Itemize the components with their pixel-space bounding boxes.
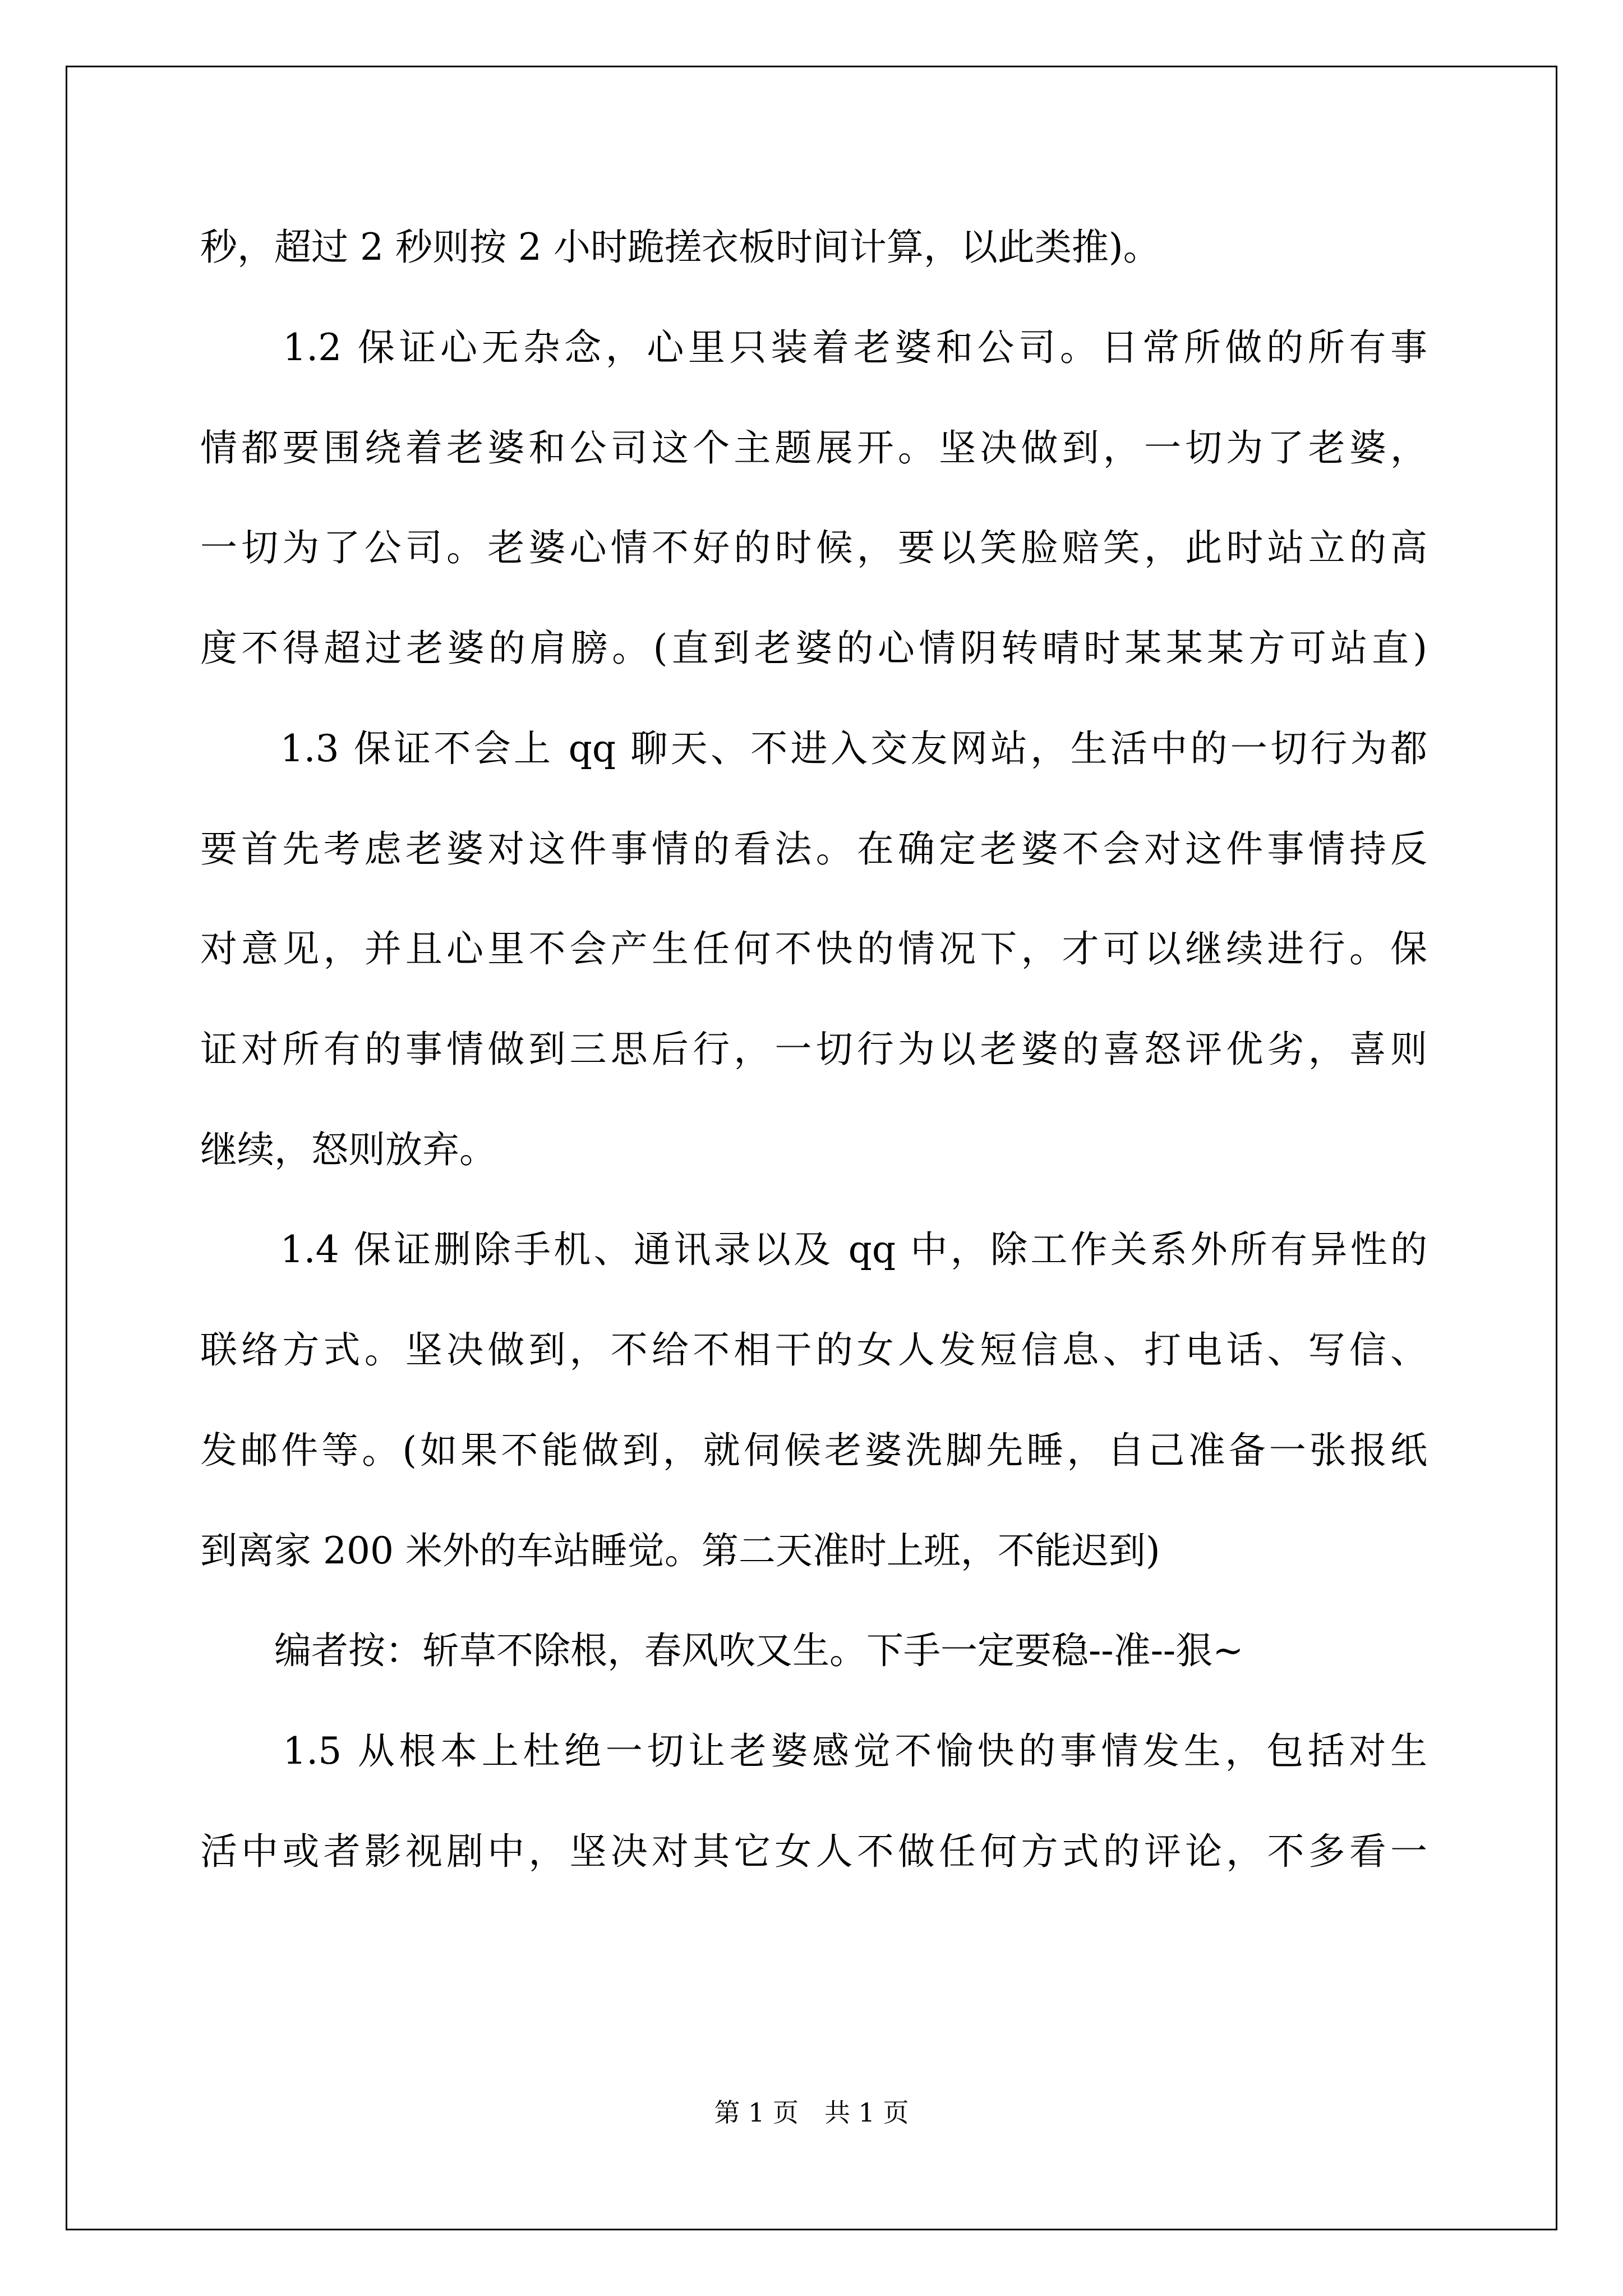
text-line: 1.3 保证不会上 qq 聊天、不进入交友网站，生活中的一切行为都 xyxy=(200,727,1427,770)
text-line: 一切为了公司。老婆心情不好的时候，要以笑脸赔笑，此时站立的高 xyxy=(200,526,1427,569)
text-line: 要首先考虑老婆对这件事情的看法。在确定老婆不会对这件事情持反 xyxy=(200,827,1427,871)
text-line: 证对所有的事情做到三思后行，一切行为以老婆的喜怒评优劣，喜则 xyxy=(200,1028,1427,1071)
text-line: 1.4 保证删除手机、通讯录以及 qq 中，除工作关系外所有异性的 xyxy=(200,1228,1427,1271)
text-line: 情都要围绕着老婆和公司这个主题展开。坚决做到，一切为了老婆， xyxy=(200,426,1427,470)
text-line: 活中或者影视剧中，坚决对其它女人不做任何方式的评论，不多看一 xyxy=(200,1830,1427,1873)
text-line: 秒，超过 2 秒则按 2 小时跪搓衣板时间计算，以此类推)。 xyxy=(200,226,1160,269)
text-line: 编者按：斩草不除根，春风吹又生。下手一定要稳--准--狠~ xyxy=(200,1629,1244,1672)
text-line: 度不得超过老婆的肩膀。(直到老婆的心情阴转晴时某某某方可站直) xyxy=(200,627,1427,670)
text-line: 继续，怒则放弃。 xyxy=(200,1128,496,1171)
text-line: 1.2 保证心无杂念，心里只装着老婆和公司。日常所做的所有事 xyxy=(200,326,1427,369)
text-line: 1.5 从根本上杜绝一切让老婆感觉不愉快的事情发生，包括对生 xyxy=(200,1729,1427,1773)
text-line: 对意见，并且心里不会产生任何不快的情况下，才可以继续进行。保 xyxy=(200,927,1427,970)
text-line: 联络方式。坚决做到，不给不相干的女人发短信息、打电话、写信、 xyxy=(200,1328,1427,1372)
page-footer: 第 1 页 共 1 页 xyxy=(714,2097,909,2128)
text-line: 到离家 200 米外的车站睡觉。第二天准时上班，不能迟到) xyxy=(200,1529,1160,1572)
text-line: 发邮件等。(如果不能做到，就伺候老婆洗脚先睡，自己准备一张报纸 xyxy=(200,1429,1427,1472)
